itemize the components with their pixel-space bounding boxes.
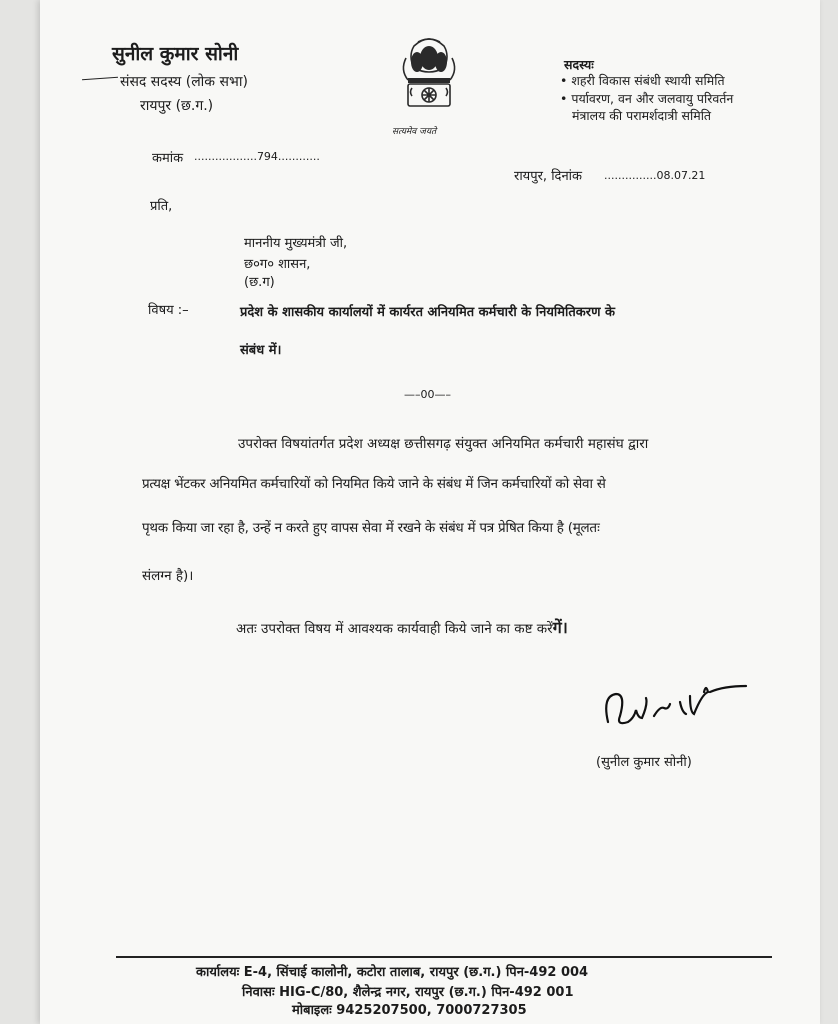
office-address: कार्यालयः E-4, सिंचाई कालोनी, कटोरा तालाब, रायपुर (छ.ग.) पिन-492 004 bbox=[196, 965, 589, 980]
recipient-line: माननीय मुख्यमंत्री जी, bbox=[244, 236, 348, 251]
recipient-line: छ०ग० शासन, bbox=[244, 257, 311, 272]
separator: —–00—– bbox=[404, 388, 451, 401]
membership-item: • शहरी विकास संबंधी स्थायी समिति bbox=[560, 73, 725, 88]
subject-label: विषय :– bbox=[148, 303, 189, 318]
handwritten-ending: गें। bbox=[552, 618, 568, 637]
mobile-numbers: मोबाइलः 9425207500, 7000727305 bbox=[292, 1003, 527, 1018]
place-date-label: रायपुर, दिनांक bbox=[514, 169, 583, 184]
closing-line bbox=[236, 616, 568, 638]
ref-number: ..................794............ bbox=[194, 150, 320, 163]
body-line: पृथक किया जा रहा है, उन्हें न करते हुए वापस सेवा में रखने के संबंध में पत्र प्रेषित किया है (मूलतः bbox=[142, 520, 600, 536]
sender-name: सुनील कुमार सोनी bbox=[112, 43, 239, 65]
closing-text: अतः उपरोक्त विषय में आवश्यक कार्यवाही किये जाने का कष्ट करें bbox=[236, 621, 553, 637]
residence-address: निवासः HIG-C/80, शैलेन्द्र नगर, रायपुर (छ.ग.) पिन-492 001 bbox=[242, 985, 574, 1000]
body-line: प्रत्यक्ष भेंटकर अनियमित कर्मचारियों को नियमित किये जाने के संबंध में जिन कर्मचारियों को सेवा से bbox=[142, 476, 606, 492]
recipient-prefix: प्रति, bbox=[150, 199, 173, 214]
sender-city: रायपुर (छ.ग.) bbox=[140, 98, 214, 114]
sender-designation: संसद सदस्य (लोक सभा) bbox=[120, 74, 248, 90]
subject-text: संबंध में। bbox=[240, 343, 282, 358]
signatory-name: (सुनील कुमार सोनी) bbox=[596, 755, 692, 770]
body-line: उपरोक्त विषयांतर्गत प्रदेश अध्यक्ष छत्तीसगढ़ संयुक्त अनियमित कर्मचारी महासंघ द्वारा bbox=[238, 436, 649, 452]
membership-item: मंत्रालय की परामर्शदात्री समिति bbox=[572, 108, 712, 123]
letter-date: ...............08.07.21 bbox=[604, 169, 706, 182]
recipient-line: (छ.ग) bbox=[244, 275, 275, 290]
footer-rule bbox=[116, 956, 772, 958]
subject-text: प्रदेश के शासकीय कार्यालयों में कार्यरत अनियमित कर्मचारी के नियमितिकरण के bbox=[240, 305, 616, 320]
membership-item: • पर्यावरण, वन और जलवायु परिवर्तन bbox=[560, 91, 734, 106]
emblem-motto: सत्यमेव जयते bbox=[392, 127, 437, 137]
ref-label: कमांक bbox=[152, 151, 184, 166]
membership-heading: सदस्यः bbox=[564, 57, 594, 72]
national-emblem-icon bbox=[384, 28, 474, 132]
body-line: संलग्न है)। bbox=[142, 568, 194, 584]
signature-icon bbox=[598, 682, 758, 746]
